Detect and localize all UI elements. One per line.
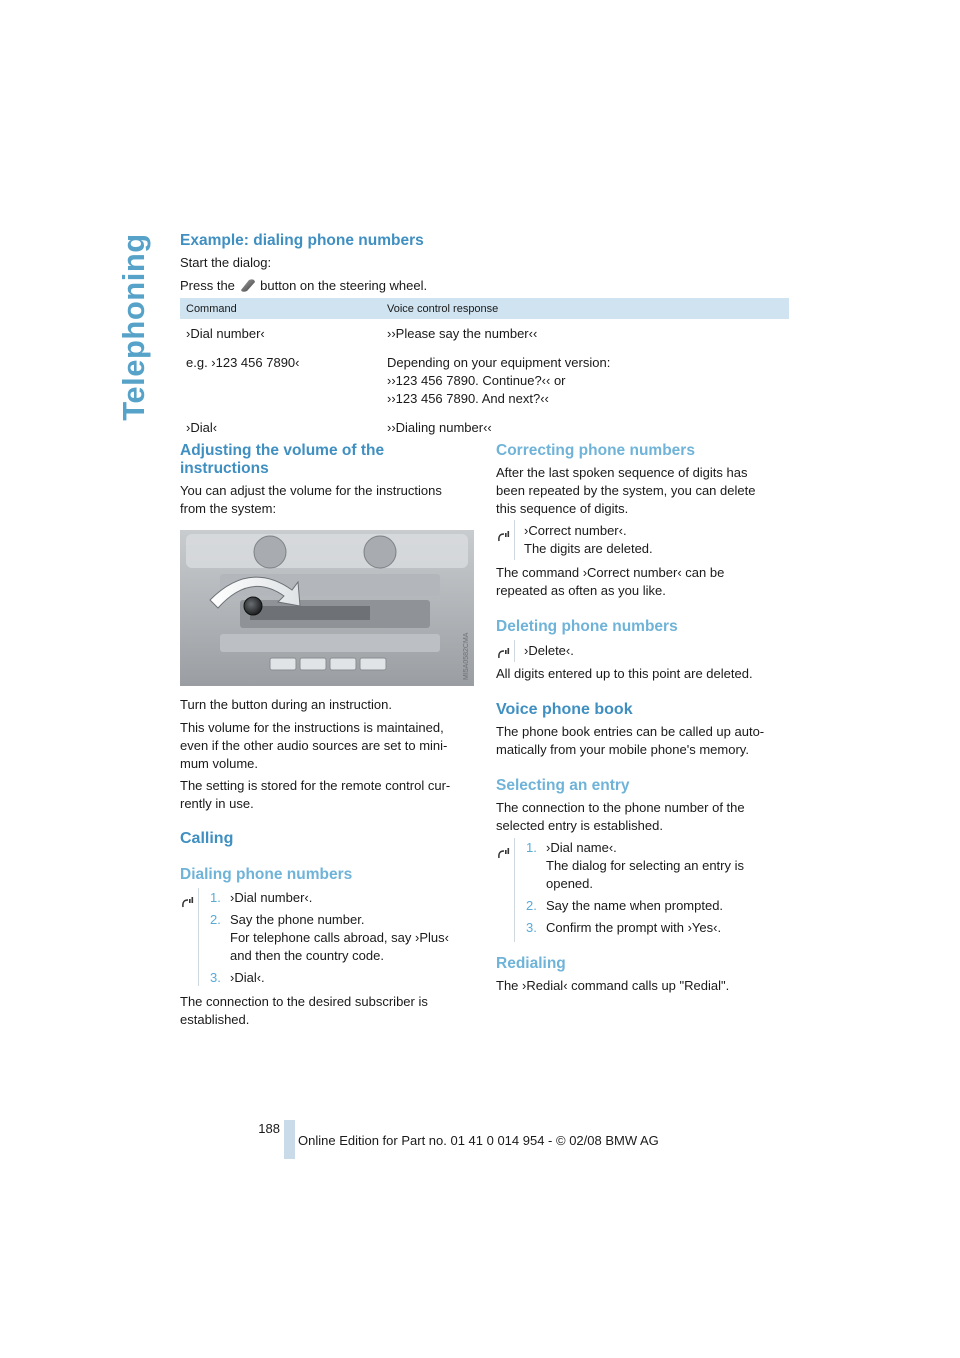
text-line: this sequence of digits. xyxy=(496,501,629,516)
delete-command-text: ›Delete‹. xyxy=(524,643,574,658)
redialing-heading: Redialing xyxy=(496,955,566,972)
step-divider xyxy=(514,520,515,560)
phonebook-text xyxy=(496,723,764,759)
text-line: selected entry is established. xyxy=(496,818,663,833)
step-number: 2. xyxy=(526,898,537,913)
turn-button-text: Turn the button during an instruction. xyxy=(180,697,392,712)
example-heading: Example: dialing phone numbers xyxy=(180,232,424,249)
correcting-intro xyxy=(496,464,755,518)
table-row xyxy=(180,348,789,413)
volume-maintained-text xyxy=(180,719,447,773)
step-text: The dialog for selecting an entry is xyxy=(546,858,744,873)
text-line: You can adjust the volume for the instructions xyxy=(180,483,442,498)
voice-command-icon xyxy=(181,894,195,908)
step-number: 1. xyxy=(210,890,221,905)
connection-established-text xyxy=(180,993,428,1029)
footer-edition-text: Online Edition for Part no. 01 41 0 014 954 - © 02/08 BMW AG xyxy=(298,1133,659,1148)
command-text: ›Correct number‹. xyxy=(524,523,627,538)
text-line: even if the other audio sources are set to mini- xyxy=(180,738,448,753)
command-table xyxy=(180,298,789,442)
step-divider xyxy=(198,888,199,986)
volume-intro xyxy=(180,482,442,518)
table-header-command: Command xyxy=(180,298,381,319)
section-side-title xyxy=(112,232,156,422)
step-text: Say the phone number. xyxy=(230,912,365,927)
delete-result-text: All digits entered up to this point are deleted. xyxy=(496,666,753,681)
table-header-response: Voice control response xyxy=(381,298,789,319)
list-item xyxy=(210,911,470,929)
step-text: For telephone calls abroad, say ›Plus‹ xyxy=(230,930,449,945)
page-number: 188 xyxy=(258,1121,280,1136)
table-cell-command: ›Dial‹ xyxy=(180,413,381,442)
press-before: Press the xyxy=(180,278,235,293)
step-number: 1. xyxy=(526,840,537,855)
correct-repeat-text xyxy=(496,564,724,600)
correct-command-block xyxy=(524,522,653,558)
phonebook-heading: Voice phone book xyxy=(496,701,633,718)
step-text: and then the country code. xyxy=(230,948,384,963)
step-text: Say the name when prompted. xyxy=(546,898,724,913)
dial-steps-list xyxy=(210,889,470,987)
result-text: The digits are deleted. xyxy=(524,541,653,556)
text-line: mum volume. xyxy=(180,756,259,771)
calling-heading: Calling xyxy=(180,830,234,847)
step-text: opened. xyxy=(546,876,593,891)
selecting-heading: Selecting an entry xyxy=(496,777,630,794)
list-item xyxy=(526,919,786,937)
volume-heading xyxy=(180,442,384,478)
table-row xyxy=(180,319,789,348)
voice-command-icon xyxy=(497,528,511,542)
list-item xyxy=(210,969,470,987)
dialing-heading: Dialing phone numbers xyxy=(180,866,353,883)
step-divider xyxy=(514,838,515,942)
press-button-text xyxy=(180,277,427,297)
table-header-row xyxy=(180,298,789,319)
deleting-heading: Deleting phone numbers xyxy=(496,618,678,635)
steering-wheel-talk-icon xyxy=(239,278,257,297)
text-line: After the last spoken sequence of digits has xyxy=(496,465,748,480)
voice-command-icon xyxy=(497,845,511,859)
table-cell-response: ››Please say the number‹‹ xyxy=(381,319,789,348)
text-line: matically from your mobile phone's memory. xyxy=(496,742,749,757)
text-line: This volume for the instructions is maintained, xyxy=(180,720,444,735)
response-line: ››123 456 7890. And next?‹‹ xyxy=(387,391,549,406)
press-after: button on the steering wheel. xyxy=(260,278,428,293)
response-line: Depending on your equipment version: xyxy=(387,355,611,370)
text-line: The connection to the phone number of the xyxy=(496,800,745,815)
response-line: ››123 456 7890. Continue?‹‹ or xyxy=(387,373,566,388)
volume-heading-line: instructions xyxy=(180,460,269,477)
text-line: been repeated by the system, you can delete xyxy=(496,483,756,498)
step-divider xyxy=(514,640,515,662)
step-number: 3. xyxy=(210,970,221,985)
text-line: The phone book entries can be called up auto- xyxy=(496,724,765,739)
text-line: rently in use. xyxy=(180,796,254,811)
text-line: repeated as often as you like. xyxy=(496,583,666,598)
voice-command-icon xyxy=(497,645,511,659)
list-item xyxy=(526,839,786,857)
volume-heading-line: Adjusting the volume of the xyxy=(180,442,385,459)
text-line: established. xyxy=(180,1012,250,1027)
step-number: 2. xyxy=(210,912,221,927)
step-text: ›Dial name‹. xyxy=(546,840,617,855)
text-line: from the system: xyxy=(180,501,277,516)
step-text: Confirm the prompt with ›Yes‹. xyxy=(546,920,722,935)
image-code: MI5A0582CMA xyxy=(463,632,470,680)
text-line: The connection to the desired subscriber is xyxy=(180,994,428,1009)
table-row xyxy=(180,413,789,442)
table-cell-command: ›Dial number‹ xyxy=(180,319,381,348)
volume-knob-image xyxy=(180,530,474,686)
text-line: The setting is stored for the remote control cur- xyxy=(180,778,451,793)
select-steps-list xyxy=(526,839,786,937)
list-item xyxy=(210,889,470,907)
step-text: ›Dial number‹. xyxy=(230,890,313,905)
section-title-text: Telephoning xyxy=(116,233,151,421)
table-cell-response: ››Dialing number‹‹ xyxy=(381,413,789,442)
list-item xyxy=(526,897,786,915)
start-dialog-text: Start the dialog: xyxy=(180,255,272,270)
text-line: The command ›Correct number‹ can be xyxy=(496,565,725,580)
correcting-heading: Correcting phone numbers xyxy=(496,442,695,459)
redial-text: The ›Redial‹ command calls up "Redial". xyxy=(496,978,730,993)
step-number: 3. xyxy=(526,920,537,935)
selecting-text xyxy=(496,799,745,835)
table-cell-response xyxy=(381,348,789,413)
step-text: ›Dial‹. xyxy=(230,970,265,985)
table-cell-command: e.g. ›123 456 7890‹ xyxy=(180,348,381,413)
setting-stored-text xyxy=(180,777,450,813)
footer-accent-bar xyxy=(284,1120,295,1159)
